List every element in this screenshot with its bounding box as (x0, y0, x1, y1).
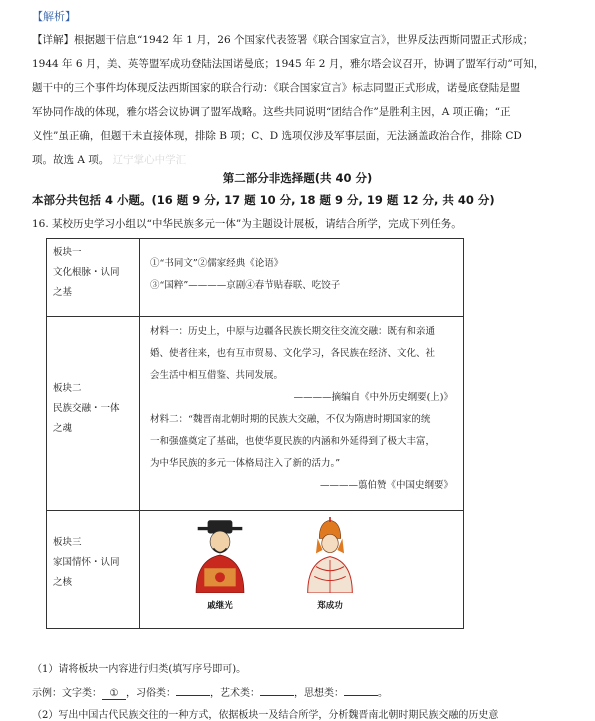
analysis-line: 义性”虽正确，但题干未直接体现，排除 B 项；C、D 选项仅涉及军事层面，无法涵盖政治合作，排除 CD (32, 130, 522, 142)
example-prefix: 示例：文字类： (32, 688, 102, 699)
question-16-stem: 16. 某校历史学习小组以“中华民族多元一体”为主题设计展板，请结合所学，完成下列任务。 (32, 218, 462, 230)
analysis-conclusion: 项。故选 A 项。 (32, 154, 110, 166)
section-title: 第二部分非选择题(共 40 分) (222, 171, 373, 185)
board2-content (140, 317, 464, 511)
exhibit-board-table (46, 238, 464, 629)
board1-label (47, 239, 140, 317)
material2-line: 为中华民族的多元一体格局注入了新的活力。” (150, 458, 341, 469)
watermark: 辽宁掌心中学汇 (112, 154, 187, 166)
board3-label-line: 之核 (53, 577, 73, 588)
answer-blank[interactable] (344, 695, 378, 696)
example-label: ，艺术类： (210, 688, 260, 699)
example-label: ，思想类： (294, 688, 344, 699)
example-label: ，习俗类： (126, 688, 176, 699)
board1-content (140, 239, 464, 317)
material2-line: 一和强盛奠定了基础，也使华夏民族的内涵和外延得到了极大丰富， (150, 436, 436, 447)
board3-label-title: 板块三 (53, 537, 82, 548)
example-end: 。 (378, 688, 388, 699)
board3-content (140, 511, 464, 629)
material1-line: 材料一：历史上，中原与边疆各民族长期交往交流交融：既有和亲通 (150, 326, 436, 337)
board1-label-line: 文化根脉・认同 (53, 267, 120, 278)
example-line (32, 684, 388, 700)
portrait-zheng-chenggong (290, 517, 370, 617)
task-2: （2）写出中国古代民族交往的一种方式，依据板块一及结合所学，分析魏晋南北朝时期民族交融的历史意 (32, 710, 499, 721)
board2-label-line: 民族交融・一体 (53, 403, 120, 414)
general-portrait-icon (185, 517, 255, 593)
board3-label (47, 511, 140, 629)
analysis-block (32, 28, 562, 172)
board1-row: ①“书同文”②儒家经典《论语》 (150, 258, 284, 269)
material1-line: 会生活中相互借鉴、共同发展。 (150, 370, 284, 381)
example-filled-blank: ① (102, 688, 126, 700)
answer-blank[interactable] (176, 695, 210, 696)
analysis-line: 【详解】根据题干信息“1942 年 1 月，26 个国家代表签署《联合国家宣言》，世界反法西斯同盟正式形成； (32, 34, 534, 46)
portrait-caption: 郑成功 (317, 601, 343, 611)
board2-label (47, 317, 140, 511)
material2-line: 材料二：“魏晋南北朝时期的民族大交融，不仅为隋唐时期国家的统 (150, 414, 431, 425)
material1-source: ————摘编自《中外历史纲要(上)》 (293, 392, 453, 403)
analysis-tag: 【解析】 (32, 10, 76, 23)
analysis-line: 1944 年 6 月，美、英等盟军成功登陆法国诺曼底；1945 年 2 月，雅尔塔会议召开，协调了盟军行动”可知， (32, 58, 545, 70)
analysis-line: 题干中的三个事件均体现反法西斯国家的联合行动：《联合国家宣言》标志同盟正式形成，诺曼底登陆是盟 (32, 82, 521, 94)
board2-label-title: 板块二 (53, 383, 82, 394)
material2-source: ————翦伯赞《中国史纲要》 (319, 480, 453, 491)
board1-label-line: 之基 (53, 287, 73, 298)
board1-label-title: 板块一 (53, 247, 82, 258)
section-subtitle: 本部分共包括 4 小题。(16 题 9 分, 17 题 10 分, 18 题 9 分, 19 题 12 分, 共 40 分) (32, 193, 495, 207)
analysis-line-last (32, 148, 562, 172)
answer-blank[interactable] (260, 695, 294, 696)
material1-line: 婚、使者往来，也有互市贸易、文化学习，各民族在经济、文化、社 (150, 348, 436, 359)
portrait-qi-jiguang (180, 517, 260, 617)
board1-row: ③“国粹”————京剧④春节贴春联、吃饺子 (150, 280, 341, 291)
board3-label-line: 家国情怀・认同 (53, 557, 120, 568)
portrait-caption: 戚继光 (207, 601, 233, 611)
task-1: （1）请将板块一内容进行归类(填写序号即可)。 (32, 664, 247, 675)
warrior-portrait-icon (295, 517, 365, 593)
analysis-line: 军协同作战的体现，雅尔塔会议协调了盟军战略。这些共同说明“团结合作”是胜利主因，A 项正确；“正 (32, 106, 511, 118)
board2-label-line: 之魂 (53, 423, 73, 434)
